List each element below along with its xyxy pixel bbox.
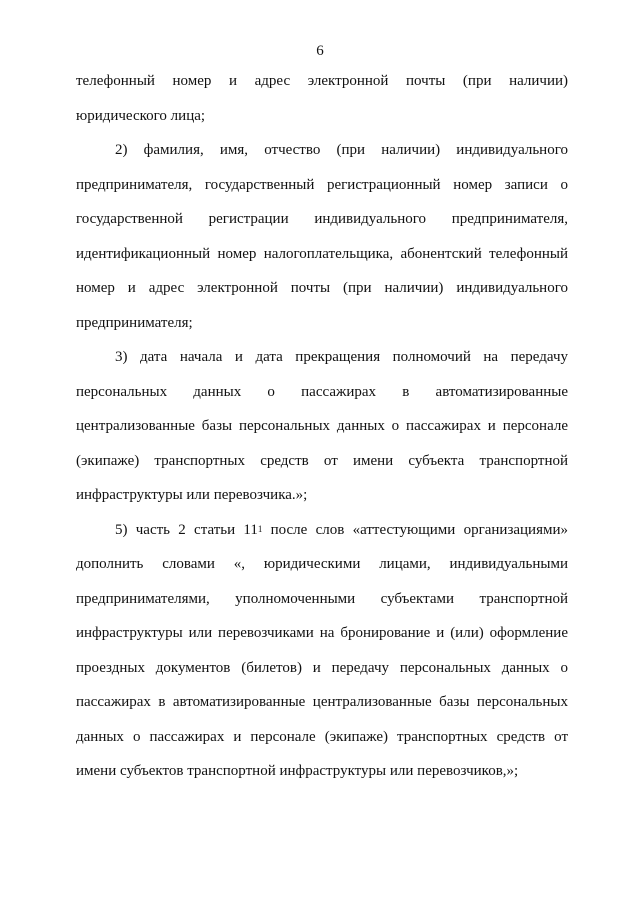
text-fragment: после слов «аттестующими организациями»: [262, 521, 568, 538]
document-body: [76, 64, 568, 789]
text-line: идентификационный номер налогоплательщика, абонентский телефонный: [76, 245, 568, 262]
text-line: персональных данных о пассажирах в автоматизированные: [76, 383, 568, 400]
text-line: (экипаже) транспортных средств от имени субъекта транспортной: [76, 452, 568, 469]
superscript: 1: [257, 523, 263, 534]
text-line: телефонный номер и адрес электронной почты (при наличии): [76, 73, 568, 89]
text-fragment: 5) часть 2 статьи 11: [115, 521, 258, 538]
text-line: государственной регистрации индивидуального предпринимателя,: [76, 211, 568, 227]
text-line: предпринимателя, государственный регистрационный номер записи о: [76, 176, 568, 193]
list-item-5-line: [76, 513, 568, 548]
text-line: предпринимателями, уполномоченными субъектами транспортной: [76, 590, 568, 607]
text-line: данных о пассажирах и персонале (экипаже) транспортных средств от: [76, 728, 568, 745]
text-line: централизованные базы персональных данных о пассажирах и персонале: [76, 418, 568, 434]
list-item-2-line: 2) фамилия, имя, отчество (при наличии) индивидуального: [115, 142, 568, 158]
text-line: имени субъектов транспортной инфраструктуры или перевозчиков,»;: [76, 763, 519, 779]
text-line: инфраструктуры или перевозчиками на бронирование и (или) оформление: [76, 625, 568, 641]
page-number: 6: [316, 43, 324, 59]
text-line: инфраструктуры или перевозчика.»;: [76, 487, 308, 503]
text-line: предпринимателя;: [76, 314, 193, 331]
text-line: пассажирах в автоматизированные централизованные базы персональных: [76, 694, 568, 710]
text-line: юридического лица;: [76, 107, 206, 124]
text-line: дополнить словами «, юридическими лицами, индивидуальными: [76, 556, 568, 572]
list-item-3-line: 3) дата начала и дата прекращения полномочий на передачу: [115, 349, 568, 365]
text-line: проездных документов (билетов) и передачу персональных данных о: [76, 659, 568, 676]
text-line: номер и адрес электронной почты (при наличии) индивидуального: [76, 280, 568, 296]
